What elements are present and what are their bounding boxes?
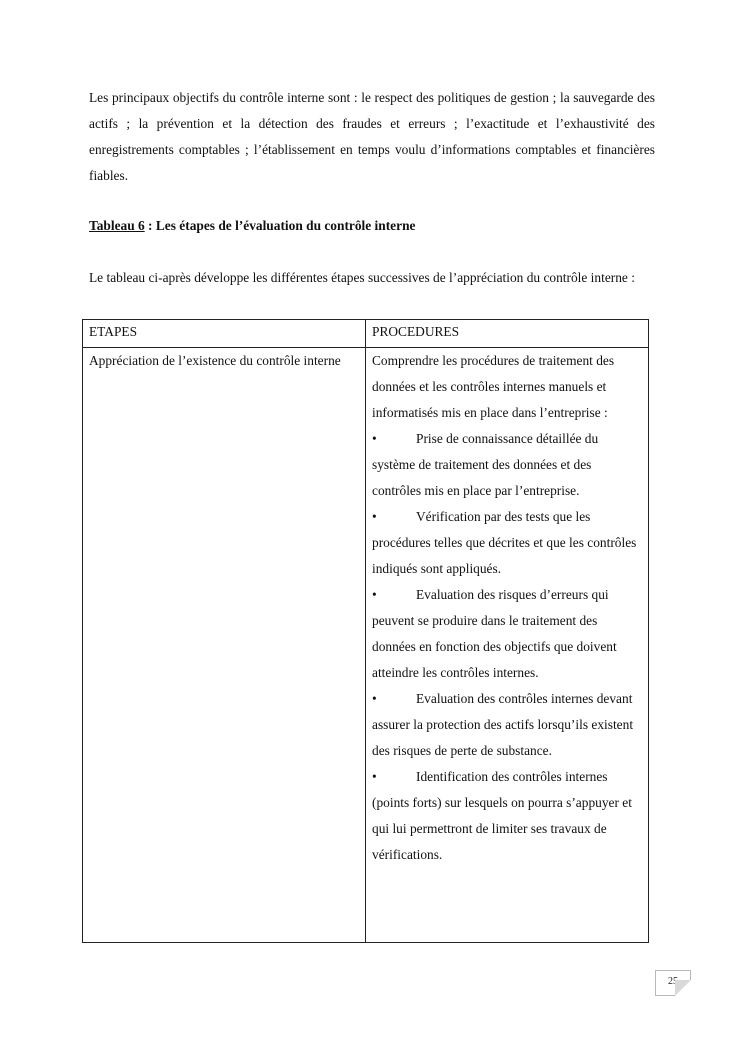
procedure-bullet [372, 686, 642, 764]
bullet-text: Prise de connaissance détaillée du système de traitement des données et des contrôles mis en place par l’entreprise. [372, 431, 599, 498]
lead-paragraph: Le tableau ci-après développe les différentes étapes successives de l’appréciation du contrôle interne : [89, 270, 635, 285]
bullet-text: Evaluation des contrôles internes devant assurer la protection des actifs lorsqu’ils existent des risques de perte de substance. [372, 691, 634, 758]
page-number-box [655, 970, 691, 996]
page-number: 25 [668, 976, 678, 987]
procedure-intro: Comprendre les procédures de traitement des données et les contrôles internes manuels et informatisés mis en place dans l’entreprise : [372, 353, 615, 420]
header-procedures: PROCEDURES [366, 320, 649, 348]
bullet-text: Identification des contrôles internes (points forts) sur lesquels on pourra s’appuyer et qui lui permettront de limiter ses travaux de vérifications. [372, 769, 632, 862]
table-caption [89, 213, 415, 239]
page-fold-corner [675, 980, 691, 996]
table-caption-title: : Les étapes de l’évaluation du contrôle interne [144, 218, 416, 233]
bullet-mark: • [372, 691, 377, 706]
step-cell [83, 348, 366, 943]
procedures-cell [366, 348, 649, 943]
bullet-mark: • [372, 769, 377, 784]
bullet-mark: • [372, 587, 377, 602]
table-row [83, 348, 649, 943]
bullet-mark: • [372, 509, 377, 524]
bullet-text: Evaluation des risques d’erreurs qui peuvent se produire dans le traitement des données en fonction des objectifs que doivent atteindre les contrôles internes. [372, 587, 617, 680]
procedure-bullet [372, 582, 642, 686]
procedure-bullet [372, 764, 642, 868]
step-text: Appréciation de l’existence du contrôle interne [89, 353, 341, 368]
header-etapes: ETAPES [83, 320, 366, 348]
table-caption-label: Tableau 6 [89, 218, 145, 233]
procedure-bullet [372, 426, 642, 504]
bullet-mark: • [372, 431, 377, 446]
procedure-bullet [372, 504, 642, 582]
bullet-text: Vérification par des tests que les procédures telles que décrites et que les contrôles indiqués sont appliqués. [372, 509, 637, 576]
table-header-row [83, 320, 649, 348]
intro-paragraph: Les principaux objectifs du contrôle interne sont : le respect des politiques de gestion ; la sauvegarde des actifs ; la prévention et la détection des fraudes et erreurs ; l’exactitude et l’exhaustivité des enregistrements comptables ; l’établissement en temps voulu d’informations comptables et financières fiables. [89, 90, 655, 183]
steps-table [82, 319, 649, 943]
